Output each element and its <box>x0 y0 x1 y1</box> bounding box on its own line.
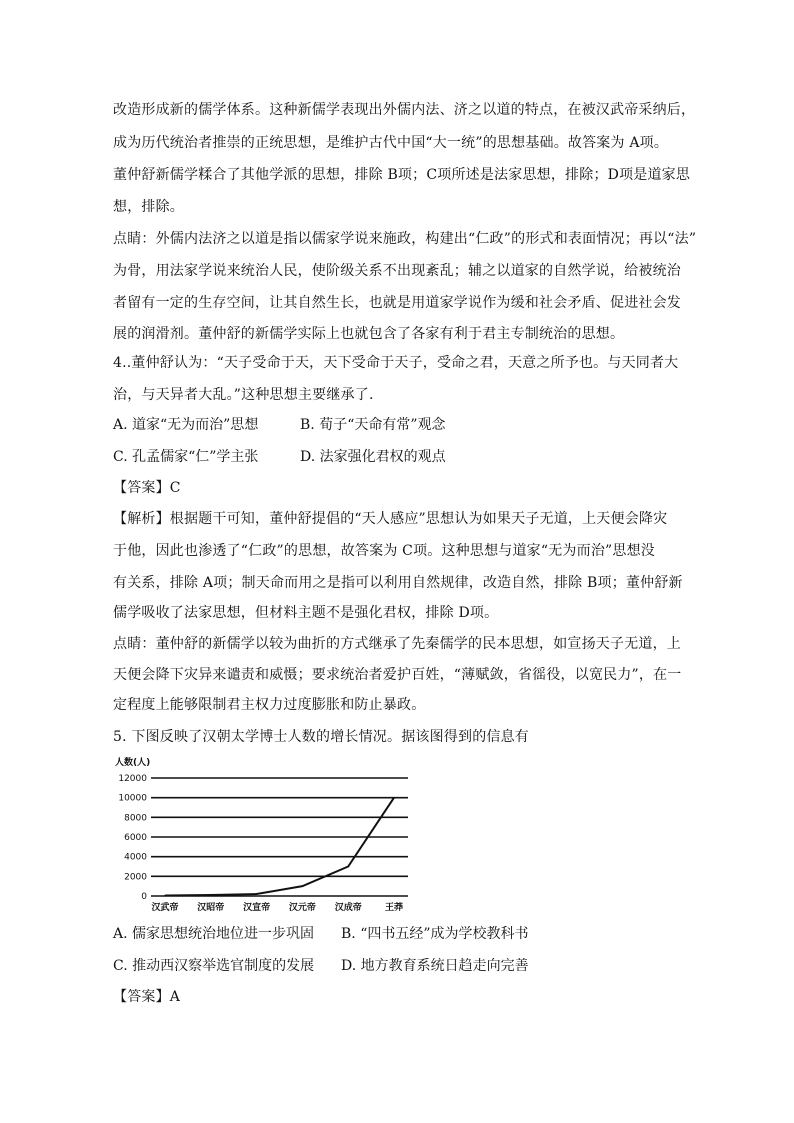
q5-option-a: A. 儒家思想统治地位进一步巩固 <box>113 926 315 942</box>
x-tick-label: 汉元帝 <box>288 903 316 913</box>
q4-answer: 【答案】C <box>113 480 181 496</box>
y-tick-label: 2000 <box>124 872 147 883</box>
analysis-line: 于他，因此也渗透了“仁政”的思想，故答案为 C项。这种思想与道家“无为而治”思想没 <box>113 543 655 559</box>
q5-option-b: B. “四书五经”成为学校教科书 <box>341 926 529 942</box>
paragraph-line: 展的润滑剂。董仲舒的新儒学实际上也就包含了各家有利于君主专制统治的思想。 <box>113 326 625 342</box>
data-point <box>302 885 304 887</box>
q4-option-b: B. 荀子“天命有常”观念 <box>300 417 446 433</box>
x-tick-label: 汉昭帝 <box>197 903 225 913</box>
data-point <box>347 866 349 868</box>
question-4-stem: 4..董仲舒认为：“天子受命于天，天下受命于天子，受命之君，天意之所予也。与天同者大 <box>113 355 679 371</box>
q4-option-d: D. 法家强化君权的观点 <box>300 449 446 465</box>
paragraph-line: 想，排除。 <box>113 199 184 215</box>
x-tick-label: 汉成帝 <box>334 903 362 913</box>
y-tick-label: 0 <box>141 892 147 902</box>
comment-line: 点睛：董仲舒的新儒学以较为曲折的方式继承了先秦儒学的民本思想，如宣扬天子无道，上 <box>113 636 681 652</box>
y-tick-label: 12000 <box>118 774 147 784</box>
y-tick-label: 6000 <box>124 833 147 843</box>
y-axis-label: 人数(人) <box>115 758 151 768</box>
paragraph-line: 改造形成新的儒学体系。这种新儒学表现出外儒内法、济之以道的特点，在被汉武帝采纳后， <box>113 102 696 118</box>
data-point <box>256 893 258 895</box>
data-point <box>393 797 395 799</box>
question-5-stem: 5. 下图反映了汉朝太学博士人数的增长情况。据该图得到的信息有 <box>113 729 530 745</box>
y-tick-label: 8000 <box>124 813 147 824</box>
q5-option-d: D. 地方教育系统日趋走向完善 <box>341 958 529 974</box>
x-tick-label: 王莽 <box>384 903 404 913</box>
q5-answer: 【答案】A <box>113 989 181 1005</box>
question-4-stem: 治，与天异者大乱。”这种思想主要继承了. <box>113 387 374 403</box>
paragraph-line: 成为历代统治者推崇的正统思想，是维护古代中国“大一统”的思想基础。故答案为 A项。 <box>113 135 669 151</box>
line-chart <box>113 752 413 914</box>
x-tick-label: 汉武帝 <box>151 903 179 913</box>
analysis-line: 【解析】根据题干可知，董仲舒提倡的“天人感应”思想认为如果天子无道，上天便会降灾 <box>113 511 668 527</box>
analysis-line: 儒学吸收了法家思想，但材料主题不是强化君权，排除 D项。 <box>113 605 499 621</box>
y-tick-label: 10000 <box>118 793 147 804</box>
comment-line: 定程度上能够限制君主权力过度膨胀和防止暴政。 <box>113 697 426 713</box>
q5-option-c: C. 推动西汉察举选官制度的发展 <box>113 958 315 974</box>
q4-option-a: A. 道家“无为而治”思想 <box>113 417 259 433</box>
series-line <box>165 798 394 896</box>
paragraph-line: 为骨，用法家学说来统治人民，使阶级关系不出现紊乱；辅之以道家的自然学说，给被统治 <box>113 263 681 279</box>
paragraph-line: 董仲舒新儒学糅合了其他学派的思想，排除 B项；C项所述是法家思想，排除；D项是道家思 <box>113 167 691 183</box>
data-point <box>210 894 212 896</box>
y-tick-label: 4000 <box>124 852 147 863</box>
scholar-count-chart <box>113 752 413 914</box>
analysis-line: 有关系，排除 A项；制天命而用之是指可以利用自然规律，改造自然，排除 B项；董仲舒新 <box>113 575 683 591</box>
comment-line: 天便会降下灾异来谴责和威慑；要求统治者爱护百姓，“薄赋敛，省徭役，以宽民力”，在一 <box>113 667 682 683</box>
paragraph-line: 点睛：外儒内法济之以道是指以儒家学说来施政，构建出“仁政”的形式和表面情况；再以“法” <box>113 231 697 247</box>
paragraph-line: 者留有一定的生存空间，让其自然生长，也就是用道家学说作为缓和社会矛盾、促进社会发 <box>113 295 681 311</box>
data-point <box>164 895 166 897</box>
q4-option-c: C. 孔孟儒家“仁”学主张 <box>113 449 259 465</box>
x-tick-label: 汉宣帝 <box>243 903 271 913</box>
